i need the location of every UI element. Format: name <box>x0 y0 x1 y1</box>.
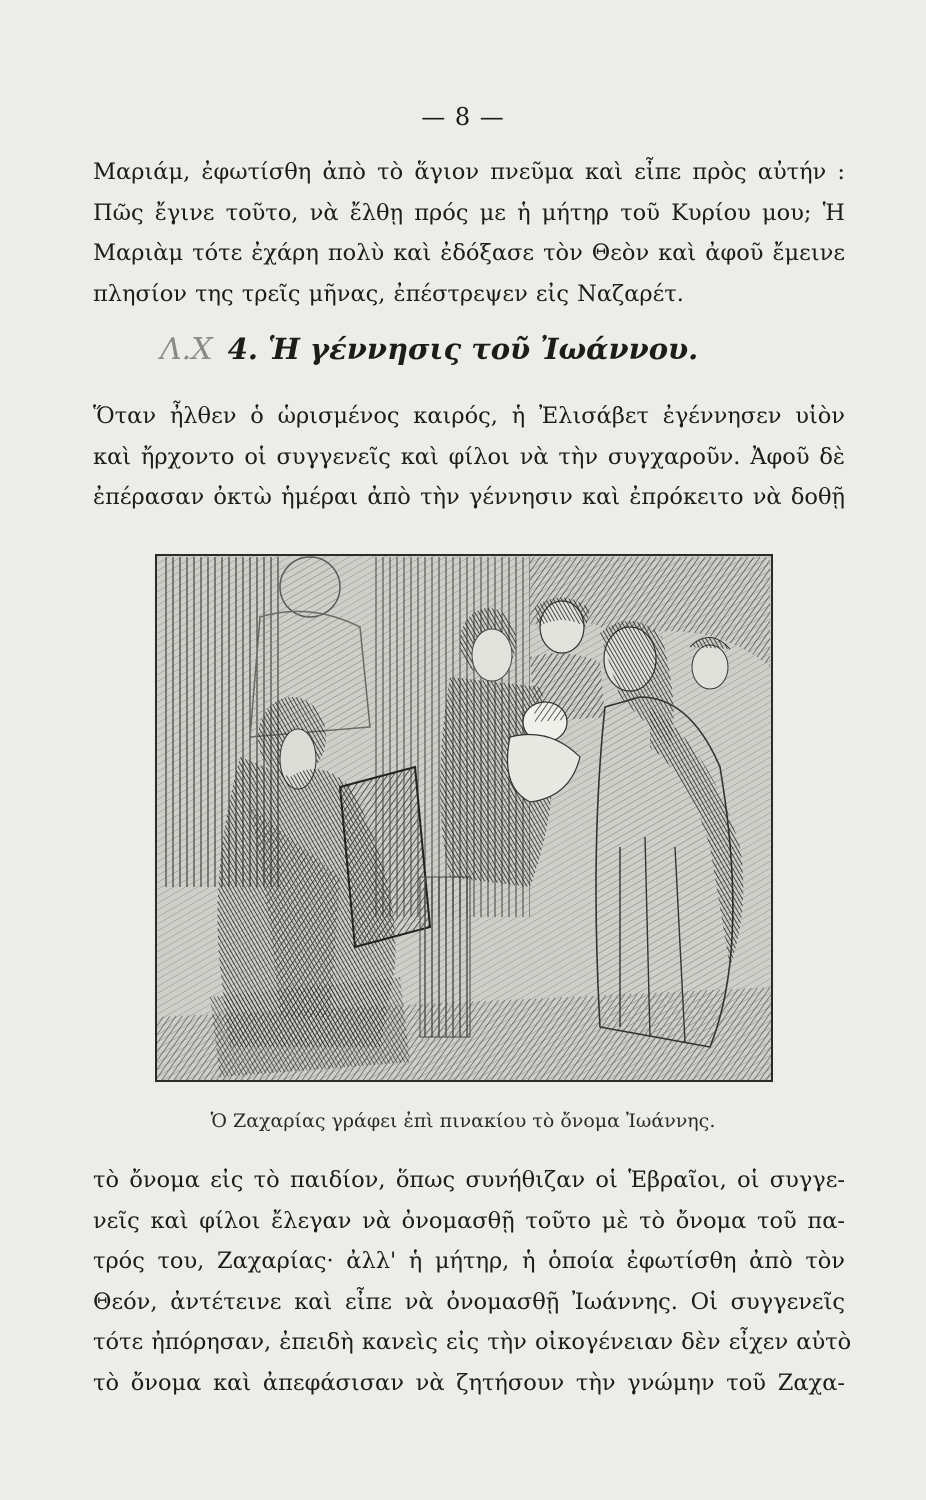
paragraph-naming <box>93 1160 852 1403</box>
text-line: Μαριὰμ τότε ἐχάρη πολὺ καὶ ἐδόξασε τὸν Θεὸν καὶ ἀφοῦ ἔμεινε <box>93 240 845 266</box>
text-line: τρός του, Ζαχαρίας· ἀλλ' ἡ μήτηρ, ἡ ὁποία ἐφωτίσθη ἀπὸ τὸν <box>93 1248 845 1274</box>
engraving-illustration <box>150 547 778 1087</box>
paragraph-birth <box>93 396 845 518</box>
text-line: Ὅταν ἦλθεν ὁ ὡρισμένος καιρός, ἡ Ἐλισάβετ ἐγέννησεν υἱὸν <box>93 403 845 429</box>
text-line: Θεόν, ἀντέτεινε καὶ εἶπε νὰ ὀνομασθῇ Ἰωάννης. Οἱ συγγενεῖς <box>93 1288 845 1315</box>
text-line: καὶ ἤρχοντο οἱ συγγενεῖς καὶ φίλοι νὰ τὴν συγχαροῦν. Ἀφοῦ δὲ <box>93 443 845 470</box>
paragraph-continued <box>93 152 845 314</box>
text-line: τότε ἠπόρησαν, ἐπειδὴ κανεὶς εἰς τὴν οἰκογένειαν δὲν εἶχεν αὐτὸ <box>93 1329 852 1355</box>
text-line: Μαριάμ, ἐφωτίσθη ἀπὸ τὸ ἅγιον πνεῦμα καὶ εἶπε πρὸς αὐτήν : <box>93 159 845 185</box>
text-line: τὸ ὄνομα καὶ ἀπεφάσισαν νὰ ζητήσουν τὴν γνώμην τοῦ Ζαχα- <box>93 1369 845 1396</box>
text-line: ἐπέρασαν ὀκτὼ ἡμέραι ἀπὸ τὴν γέννησιν καὶ ἐπρόκειτο νὰ δοθῇ <box>93 484 845 510</box>
handwritten-margin-note: Λ.Χ <box>160 332 213 367</box>
text-line: τὸ ὄνομα εἰς τὸ παιδίον, ὅπως συνήθιζαν οἱ Ἑβραῖοι, οἱ συγγε- <box>93 1167 845 1193</box>
page-number: — 8 — <box>421 103 505 131</box>
illustration-caption: Ὁ Ζαχαρίας γράφει ἐπὶ πινακίου τὸ ὄνομα Ἰωάννης. <box>210 1110 716 1132</box>
section-heading: 4. Ἡ γέννησις τοῦ Ἰωάννου. <box>227 332 699 366</box>
text-line: νεῖς καὶ φίλοι ἔλεγαν νὰ ὀνομασθῇ τοῦτο μὲ τὸ ὄνομα τοῦ πα- <box>93 1207 845 1234</box>
text-line: πλησίον της τρεῖς μῆνας, ἐπέστρεψεν εἰς Ναζαρέτ. <box>93 280 684 307</box>
text-line: Πῶς ἔγινε τοῦτο, νὰ ἔλθῃ πρός με ἡ μήτηρ τοῦ Κυρίου μου; Ἡ <box>93 199 845 226</box>
